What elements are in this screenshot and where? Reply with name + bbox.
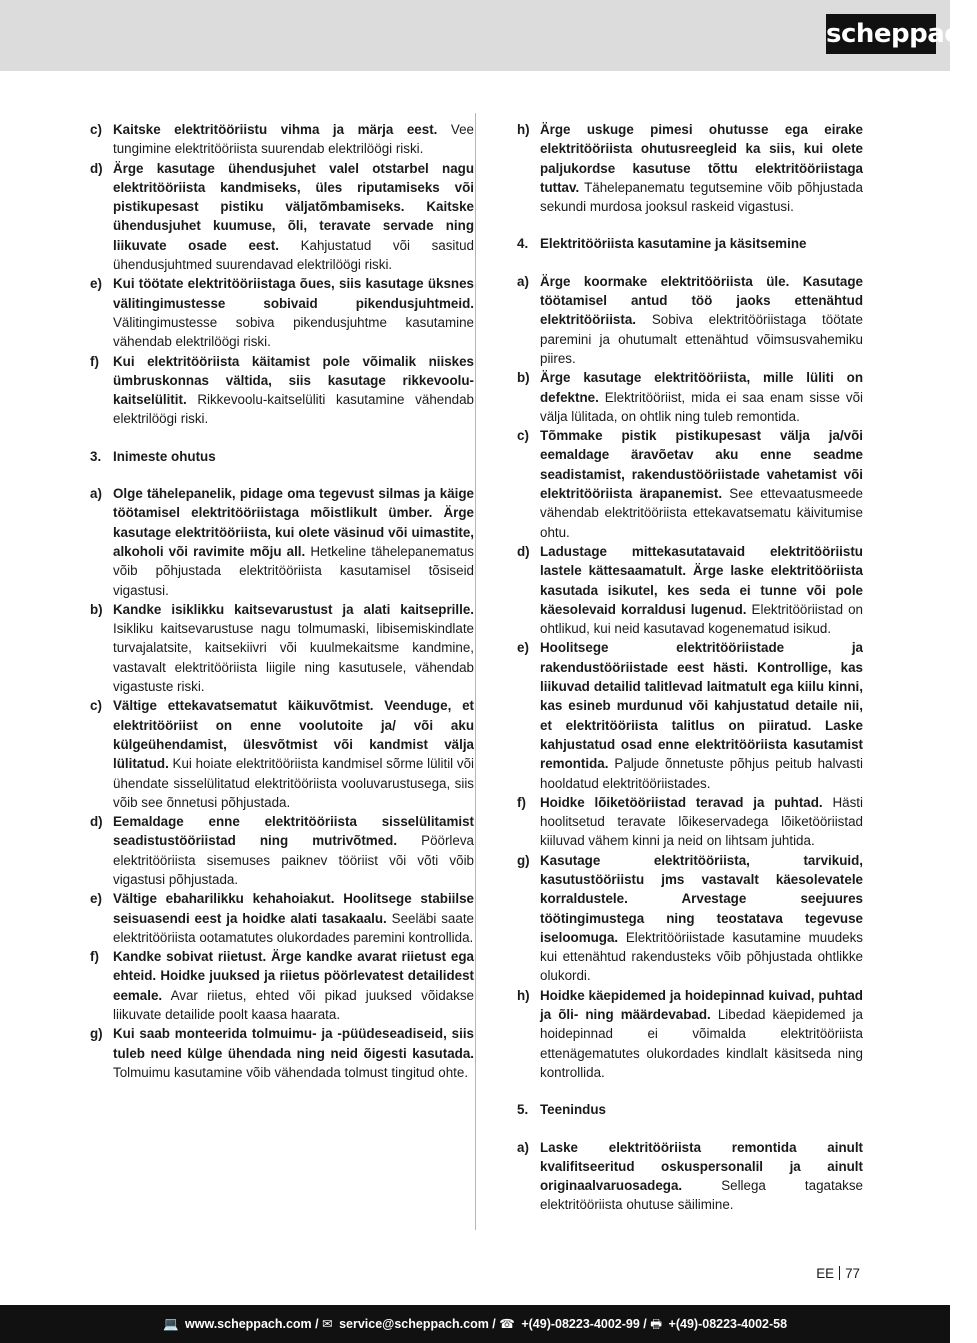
section-title: Inimeste ohutus xyxy=(113,448,216,464)
list-item-label: b) xyxy=(517,370,530,386)
list-item-label: e) xyxy=(90,891,102,907)
list-item-bold-text: Kui töötate elektritööriistaga õues, siis kasutage üksnes välitingimustesse sobivaid pikendusjuhtmeid. xyxy=(113,276,474,311)
list-item-text xyxy=(113,947,474,1024)
scheppach-logo: scheppach xyxy=(826,14,936,54)
list-item-regular-text: Libedad käepidemed ja hoidepinnad ei võimalda elektritööriista ettenägematutes olukordades kindlalt käsitseda ning kontrollida. xyxy=(540,1007,863,1080)
footer-web[interactable]: www.scheppach.com / xyxy=(185,1317,319,1331)
list-item-regular-text: Pöörleva elektritööriista sisemuses paiknev tööriist või võti võib vigastusi põhjustada. xyxy=(113,833,474,887)
list-item-label: f) xyxy=(517,794,526,810)
list-item xyxy=(517,986,863,1082)
footer-fax: +(49)-08223-4002-58 xyxy=(668,1317,788,1331)
list-item-bold-text: Laske elektritööriista remontida ainult kvalifitseeritud oskuspersonalil ja ainult originaalvaruosadega. xyxy=(540,1139,863,1194)
section-title: Teenindus xyxy=(540,1102,606,1118)
list-item-label: g) xyxy=(517,852,530,868)
list-item-label: c) xyxy=(517,428,529,444)
section-heading xyxy=(90,447,474,466)
language-code: EE xyxy=(816,1266,835,1281)
page-header xyxy=(0,0,977,71)
list-item-regular-text: Sobiva elektritööriistaga töötate paremini ja ohutumalt ettenähtud võimsusvahemiku piires. xyxy=(540,312,863,366)
section-number: 4. xyxy=(517,236,529,252)
section-number: 5. xyxy=(517,1102,529,1118)
list-item-label: d) xyxy=(90,814,103,830)
list-item-label: c) xyxy=(90,698,102,714)
page-footer xyxy=(0,1305,950,1343)
list-item-text xyxy=(113,120,474,159)
list-item-text xyxy=(540,120,863,216)
list-item-regular-text: Avar riietus, ehted või pikad juuksed võidakse liikuvate detailide poolt kaasa haarata. xyxy=(113,987,474,1023)
list-item xyxy=(517,368,863,426)
page-number xyxy=(816,1266,860,1281)
list-item xyxy=(90,600,474,696)
list-item-bold-text: Kui saab monteerida tolmuimu- ja -püüdeseadiseid, siis tuleb need külge ühendada ning neid õigesti kasutada. xyxy=(113,1026,474,1061)
list-item-text xyxy=(113,484,474,600)
list-item xyxy=(90,159,474,275)
list-item-label: e) xyxy=(517,640,529,656)
list-item-label: b) xyxy=(90,601,103,617)
list-item xyxy=(90,484,474,600)
list-item-text xyxy=(113,600,474,696)
list-item-bold-text: Eemaldage enne elektritööriista sisselülitamist seadistustööriistad ning mutrivõtmed. xyxy=(113,814,474,849)
list-item xyxy=(90,696,474,812)
list-item xyxy=(90,889,474,947)
list-item-regular-text: Sellega tagatakse elektritööriista ohutuse säilimine. xyxy=(540,1178,863,1213)
list-item-regular-text: Tolmuimu kasutamine võib vähendada tolmust tingitud ohte. xyxy=(113,1064,469,1080)
list-item-bold-text: Kandke isiklikku kaitsevarustust ja alati kaitseprille. xyxy=(113,601,474,617)
list-item-regular-text: Vee tungimine elektritööriista suurendab elektrilöögi riski. xyxy=(113,122,474,157)
list-item-regular-text: Paljude õnnetuste põhjus peitub halvasti hooldatud elektritööriistades. xyxy=(540,756,863,791)
list-item-text xyxy=(540,851,863,986)
footer-email[interactable]: service@scheppach.com / xyxy=(339,1317,496,1331)
list-item xyxy=(90,352,474,429)
list-item-bold-text: Vältige ettekavatsematut käikuvõtmist. Veenduge, et elektritööriist on enne voolutoite ja/ või aku külgeühendamist, ülesvõtmist või kandmist välja lülitatud. xyxy=(113,698,474,772)
list-item-label: h) xyxy=(517,122,530,137)
list-item-regular-text: Elektritööriistade kasutamine muudeks kui ettenähtud rakendusteks võib põhjustada ohtlikke olukordi. xyxy=(540,929,863,984)
list-item-text xyxy=(113,159,474,275)
computer-icon: 💻 xyxy=(162,1317,179,1331)
right-column xyxy=(517,120,863,1215)
list-item-text xyxy=(113,696,474,812)
list-item-label: a) xyxy=(517,273,529,289)
list-item-bold-text: Vältige ebaharilikku kehahoiakut. Hoolitsege stabiilse seisuasendi eest ja hoidke alati tasakaalu. xyxy=(113,891,474,926)
list-item-label: f) xyxy=(90,353,99,369)
list-item-label: h) xyxy=(517,987,530,1003)
list-item-bold-text: Hoidke käepidemed ja hoidepinnad kuivad, puhtad ja õli- ning määrdevabad. xyxy=(540,987,863,1023)
list-item xyxy=(517,426,863,542)
column-divider xyxy=(475,113,476,1230)
list-item-bold-text: Hoidke lõiketööriistad teravad ja puhtad. xyxy=(540,794,823,810)
list-item-text xyxy=(540,542,863,638)
list-item-bold-text: Tõmmake pistik pistikupesast välja ja/või eemaldage äravõetav aku enne seadme seadistamist, rakendustööriistade vahetamist või elektritööriista ärapanemist. xyxy=(540,428,863,502)
list-item-text xyxy=(540,1138,863,1215)
list-item xyxy=(517,793,863,851)
list-item-text xyxy=(113,889,474,947)
list-item-text xyxy=(113,352,474,429)
list-item-regular-text: Kahjustatud või sasitud ühendusjuhtmed suurendavad elektrilöögi riski. xyxy=(113,237,474,273)
list-item-text xyxy=(540,986,863,1082)
section-heading xyxy=(517,1100,863,1119)
list-item-bold-text: Kaitske elektritööriistu vihma ja märja eest. xyxy=(113,122,438,137)
list-item-text xyxy=(540,638,863,792)
list-item-bold-text: Ladustage mittekasutatavaid elektritööriistu lastele kättesaamatult. Ärge laske elektritööriista kasutada isikutel, kes seda ei tunne või pole käesolevaid korraldusi lugenud. xyxy=(540,543,863,617)
list-item-regular-text: Isikliku kaitsevarustuse nagu tolmumaski, libisemiskindlate turvajalatsite, kaitsekiivri või kuulmekaitsme kandmine, vastavalt elektritööriista liigile ning kasutusele, vähendab vigastuste riski. xyxy=(113,621,474,695)
list-item-regular-text: Elektritööriistad on ohtlikud, kui neid kasutavad kogenematud isikud. xyxy=(540,601,863,637)
list-item-regular-text: See ettevaatusmeede vähendab elektritööriista ettekavatsematu käivitumise ohtu. xyxy=(540,486,863,540)
section-title: Elektritööriista kasutamine ja käsitsemine xyxy=(540,236,807,252)
list-item-regular-text: Hetkeline tähelepanematus võib põhjustada elektritööriista kasutamisel tõsiseid vigastusi. xyxy=(113,543,474,598)
list-item xyxy=(517,638,863,792)
list-item xyxy=(517,120,863,216)
list-item-regular-text: Elektritööriist, mida ei saa enam sisse või välja lülitada, on ohtlik ning tuleb remontida. xyxy=(540,389,863,424)
section-number: 3. xyxy=(90,448,102,464)
list-item-label: d) xyxy=(517,543,530,559)
list-item-text xyxy=(540,426,863,542)
left-column xyxy=(90,120,474,1082)
page-number-value: 77 xyxy=(845,1266,860,1281)
list-item-label: f) xyxy=(90,949,99,965)
list-item-bold-text: Ärge koormake elektritööriista üle. Kasutage töötamisel antud töö jaoks ettenähtud elektritööriista. xyxy=(540,273,863,328)
list-item-regular-text: Välitingimustesse sobiva pikendusjuhtme kasutamine vähendab elektrilöögi riski. xyxy=(113,314,474,350)
list-item-label: c) xyxy=(90,122,102,137)
list-item xyxy=(517,851,863,986)
list-item xyxy=(90,812,474,889)
page-number-separator xyxy=(839,1266,840,1280)
list-item-bold-text: Kasutage elektritööriista, tarvikuid, kasutustööriistu jms vastavalt käesolevatele korraldustele. Arvestage seejuures töötingimustega ning teostatava tegevuse iseloomuga. xyxy=(540,852,863,945)
list-item-bold-text: Olge tähelepanelik, pidage oma tegevust silmas ja käige töötamisel elektritööriistaga mõistlikult ümber. Ärge kasutage elektritööriista, kui olete väsinud või uimastite, alkoholi või ravimite mõju all. xyxy=(113,486,474,559)
list-item-text xyxy=(540,793,863,851)
list-item-regular-text: Rikkevoolu-kaitselüliti kasutamine vähendab elektrilöögi riski. xyxy=(113,392,474,427)
list-item-text xyxy=(540,272,863,368)
list-item-bold-text: Hoolitsege elektritööriistade ja rakendustööriistade eest hästi. Kontrollige, kas liikuvad detailid talitlevad laitmatult ega kiilu kinni, kas esineb murdunud või kahjustatud detaile nii, et elektritööriista talitlus on piiratud. Laske kahjustatud osad enne elektritööriista kasutamist remontida. xyxy=(540,640,863,772)
list-item-label: a) xyxy=(90,486,102,502)
list-item-text xyxy=(540,368,863,426)
list-item-label: e) xyxy=(90,276,102,292)
section-heading xyxy=(517,234,863,253)
list-item-regular-text: Seeläbi saate elektritööriista ootamatutes olukordades paremini kontrollida. xyxy=(113,910,474,945)
fax-icon: 🖶 xyxy=(650,1317,663,1331)
list-item xyxy=(517,1138,863,1215)
list-item xyxy=(90,120,474,159)
list-item-label: g) xyxy=(90,1026,103,1042)
list-item-text xyxy=(113,274,474,351)
list-item-bold-text: Kandke sobivat riietust. Ärge kandke avarat riietust ega ehteid. Hoidke juuksed ja riietus pöörlevatest detailidest eemale. xyxy=(113,949,474,1003)
list-item-regular-text: Hästi hoolitsetud teravate lõikeservadega lõiketööriistad kiiluvad vähem kinni ja neid on lihtsam juhtida. xyxy=(540,794,863,849)
list-item xyxy=(517,542,863,638)
list-item-bold-text: Ärge kasutage ühendusjuhet valel otstarbel nagu elektritööriista kandmiseks, üles riputamiseks või pistikupesast pistiku väljatõmbamiseks. Kaitske ühendusjuhet kuumuse, õli, teravate servade ning liikuvate osade eest. xyxy=(113,160,474,253)
footer-phone: +(49)-08223-4002-99 / xyxy=(521,1317,647,1331)
mail-icon: ✉ xyxy=(322,1317,333,1331)
list-item-bold-text: Ärge uskuge pimesi ohutusse ega eirake elektritööriista ohutusreegleid ka siis, kui olete paljukordse kasutuse tõttu elektritööriistaga tuttav. xyxy=(540,122,863,195)
list-item-bold-text: Ärge kasutage elektritööriista, mille lüliti on defektne. xyxy=(540,370,863,405)
list-item-label: d) xyxy=(90,160,103,176)
list-item-regular-text: Kui hoiate elektritööriista kandmisel sõrme lülitil või ühendate sisselülitatud elektritööriista vooluvarustusega, siis võib see õnnetusi põhjustada. xyxy=(113,756,474,810)
list-item-text xyxy=(113,1024,474,1082)
list-item-bold-text: Kui elektritööriista käitamist pole võimalik niiskes ümbruskonnas vältida, siis kasutage rikkevoolu-kaitselülitit. xyxy=(113,353,474,408)
list-item-regular-text: Tähelepanematu tegutsemine võib põhjustada sekundi murdosa jooksul raskeid vigastusi. xyxy=(540,179,863,215)
list-item xyxy=(90,947,474,1024)
list-item xyxy=(517,272,863,368)
phone-icon: ☎ xyxy=(499,1317,515,1331)
list-item xyxy=(90,1024,474,1082)
list-item-label: a) xyxy=(517,1139,529,1155)
list-item-text xyxy=(113,812,474,889)
list-item xyxy=(90,274,474,351)
